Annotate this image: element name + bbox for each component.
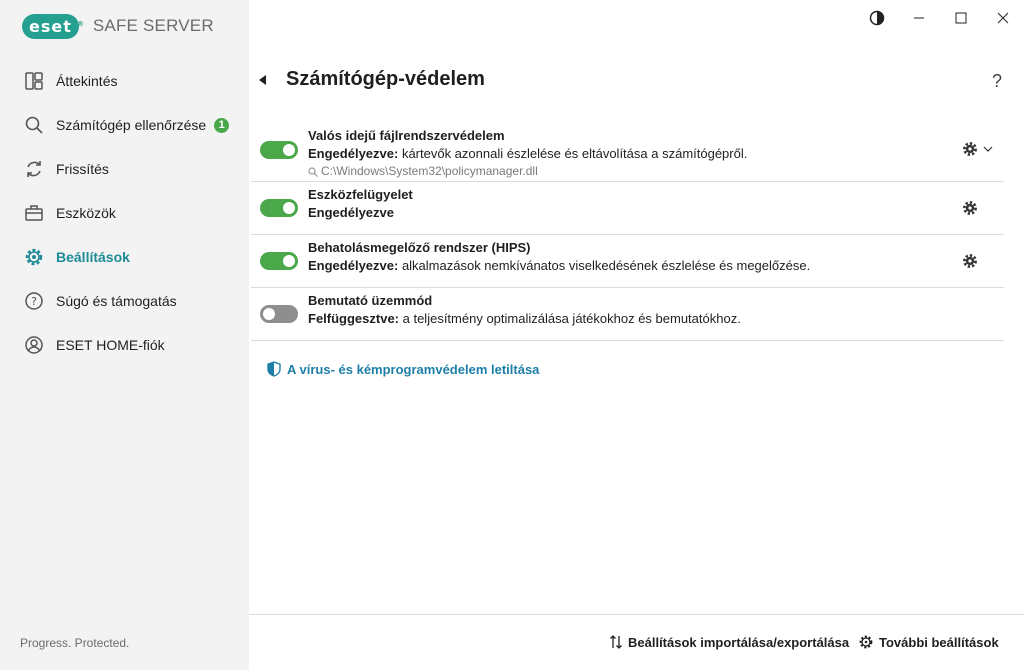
chevron-down-icon[interactable] (983, 144, 993, 154)
row-description: Engedélyezve: alkalmazások nemkívánatos viselkedésének észlelése és megelőzése. (308, 258, 811, 273)
gear-icon (24, 247, 44, 267)
sidebar-item-account[interactable] (0, 323, 249, 367)
search-icon (308, 167, 318, 177)
row-description: Felfüggesztve: a teljesítmény optimalizálása játékokhoz és bemutatókhoz. (308, 311, 741, 326)
brand (22, 13, 214, 39)
sidebar-item-settings[interactable] (0, 235, 249, 279)
product-name: SAFE SERVER (92, 16, 214, 35)
update-icon (24, 159, 44, 179)
row-name[interactable]: Eszközfelügyelet (308, 187, 413, 202)
main-panel (249, 0, 1024, 670)
page-header (259, 68, 485, 91)
sidebar-item-label: Számítógép ellenőrzése (56, 117, 207, 133)
sidebar-item-label: ESET HOME-fiók (56, 337, 165, 353)
sidebar-item-help[interactable] (0, 279, 249, 323)
sidebar-item-label: Frissítés (56, 161, 109, 177)
advanced-settings-button[interactable]: További beállítások (858, 634, 999, 650)
sidebar-item-label: Beállítások (56, 249, 130, 265)
svg-text:?: ? (31, 295, 37, 308)
page-title: Számítógép-védelem (286, 68, 485, 90)
overview-icon (24, 71, 44, 91)
sidebar-nav (0, 59, 249, 367)
notification-badge: 1 (214, 118, 229, 133)
sidebar-item-tools[interactable] (0, 191, 249, 235)
sidebar-item-label: Eszközök (56, 205, 116, 221)
gear-icon[interactable] (961, 199, 979, 217)
gear-icon[interactable] (961, 252, 979, 270)
shield-icon (267, 361, 281, 377)
row-name[interactable]: Bemutató üzemmód (308, 293, 433, 308)
account-icon (24, 335, 44, 355)
protection-row-hips (251, 235, 1004, 288)
eset-logo: eset ® (22, 14, 79, 39)
presentation-mode-toggle[interactable] (260, 305, 298, 323)
tagline: Progress. Protected. (20, 636, 130, 650)
footer (249, 614, 1024, 670)
import-export-button[interactable]: Beállítások importálása/exportálása (609, 634, 849, 650)
row-name[interactable]: Behatolásmegelőző rendszer (HIPS) (308, 240, 531, 255)
sidebar (0, 0, 249, 670)
gear-icon (858, 634, 874, 650)
device-control-toggle[interactable] (260, 199, 298, 217)
row-description: Engedélyezve (308, 205, 394, 220)
disable-protection-link[interactable]: A vírus- és kémprogramvédelem letiltása (267, 361, 539, 377)
sidebar-item-overview[interactable] (0, 59, 249, 103)
protection-row-device-control (251, 182, 1004, 235)
protection-row-realtime (251, 123, 1004, 182)
sidebar-item-label: Áttekintés (56, 73, 118, 89)
help-question-icon[interactable]: ? (991, 71, 1002, 91)
realtime-protection-toggle[interactable] (260, 141, 298, 159)
scan-icon (24, 115, 44, 135)
hips-toggle[interactable] (260, 252, 298, 270)
sidebar-item-scan[interactable] (0, 103, 249, 147)
protection-list (251, 123, 1004, 341)
sidebar-item-label: Súgó és támogatás (56, 293, 177, 309)
protection-row-presentation-mode (251, 288, 1004, 341)
back-arrow-icon[interactable] (259, 75, 266, 85)
help-icon (24, 291, 44, 311)
tools-icon (24, 203, 44, 223)
row-name[interactable]: Valós idejű fájlrendszervédelem (308, 128, 505, 143)
gear-icon[interactable] (961, 140, 979, 158)
row-description: Engedélyezve: kártevők azonnali észlelése és eltávolítása a számítógépről. (308, 146, 748, 161)
import-export-icon (609, 634, 623, 650)
row-path: C:\Windows\System32\policymanager.dll (308, 163, 1004, 180)
sidebar-item-update[interactable] (0, 147, 249, 191)
